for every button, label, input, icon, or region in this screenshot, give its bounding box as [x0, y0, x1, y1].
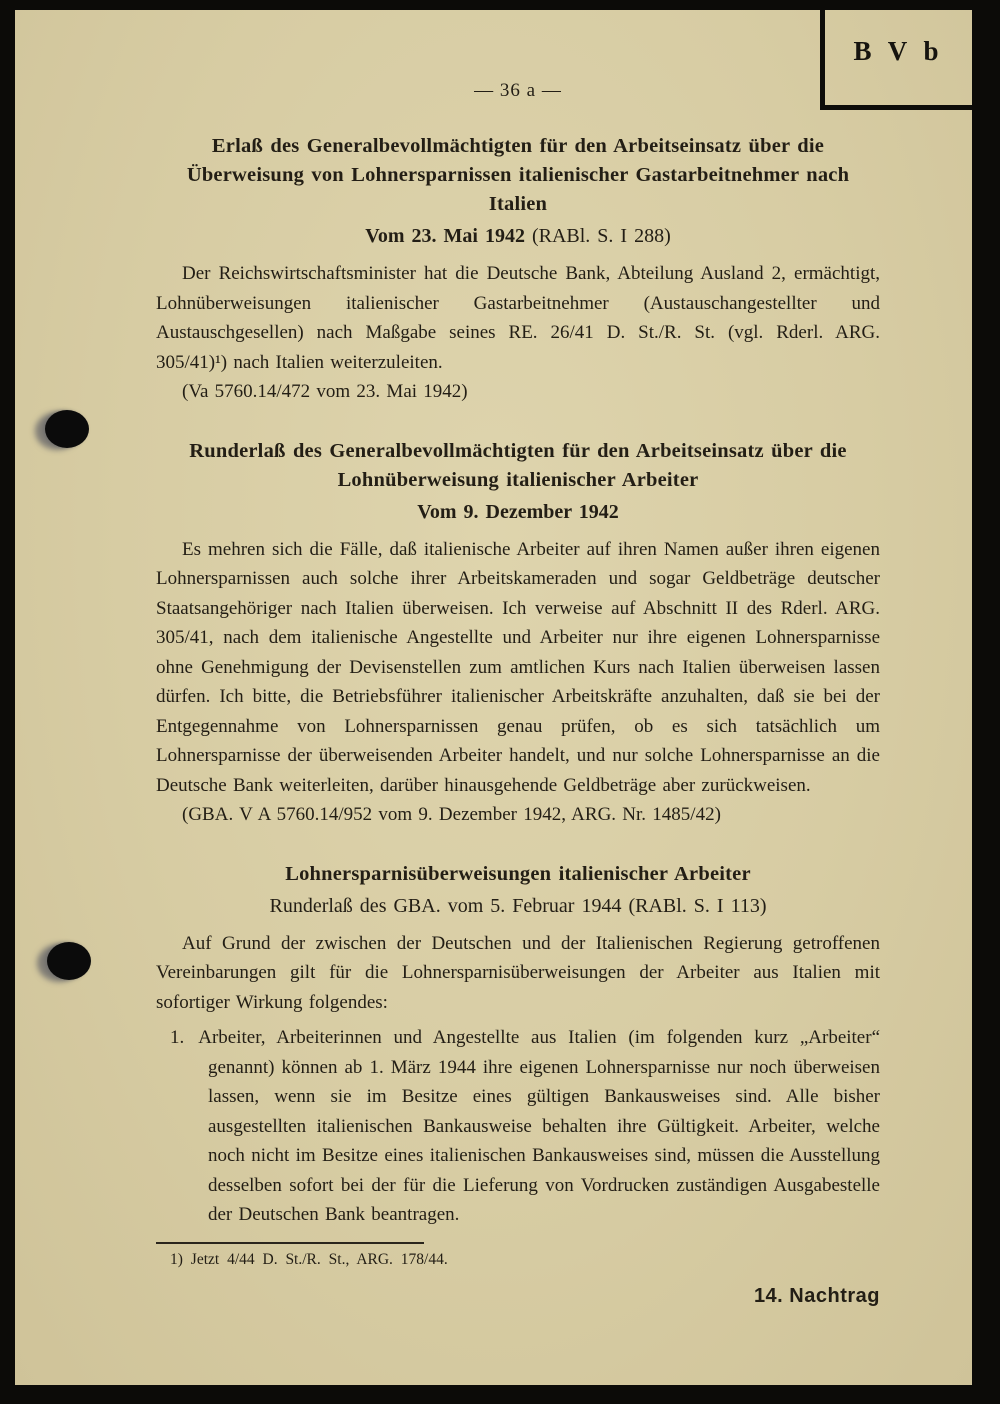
section1-date-ref: (RABl. S. I 288): [524, 225, 671, 247]
section1-reference: (Va 5760.14/472 vom 23. Mai 1942): [182, 381, 468, 402]
section2-date-line: [156, 498, 880, 527]
section2-title: Runderlaß des Generalbevollmächtigten für den Arbeitseinsatz über die Lohnüberweisung italienischer Arbeiter: [189, 439, 847, 491]
punch-hole-bottom: [47, 942, 91, 980]
section1-date: Vom 23. Mai 1942: [365, 225, 525, 247]
document-page: [15, 10, 972, 1385]
item-number: 1.: [170, 1027, 185, 1048]
section2-date: Vom 9. Dezember 1942: [417, 500, 619, 523]
classification-label: B V b: [853, 36, 944, 66]
section1-body: Der Reichswirtschaftsminister hat die Deutsche Bank, Abteilung Ausland 2, ermächtigt, Lohnüberweisungen italienischer Gastarbeitnehmer (Austauschangestellter und Austauschgesellen) nach Maßgabe seines RE. 26/41 D. St./R. St. (vgl. Rderl. ARG. 305/41)¹) nach Italien weiterzuleiten.: [156, 263, 880, 373]
section3-body: Auf Grund der zwischen der Deutschen und der Italienischen Regierung getroffenen Vereinbarungen gilt für die Lohnersparnisüberweisungen der Arbeiter aus Italien mit sofortiger Wirkung folgendes:: [156, 932, 880, 1013]
supplement-label: 14. Nachtrag: [753, 1284, 880, 1307]
section2-reference: (GBA. V A 5760.14/952 vom 9. Dezember 1942, ARG. Nr. 1485/42): [182, 804, 721, 825]
item-text: Arbeiter, Arbeiterinnen und Angestellte aus Italien (im folgenden kurz „Arbeiter“ genannt) können ab 1. März 1944 ihre eigenen Lohnersparnisse nur noch überweisen lassen, wenn sie im Besitze eines gültigen Bankausweises sind. Alle bisher ausgestellten italienischen Bankausweise behalten ihre Gültigkeit. Arbeiter, welche noch nicht im Besitze eines italienischen Bankausweises sind, müssen die Ausstellung desselben sofort bei der für die Lieferung von Vordrucken zuständigen Ausgabestelle der Deutschen Bank beantragen.: [198, 1027, 880, 1225]
section2-body: Es mehren sich die Fälle, daß italienische Arbeiter auf ihren Namen außer ihren eigenen Lohnersparnissen auch solche ihrer Arbeitskameraden und sogar Geldbeträge deutscher Staatsangehöriger nach Italien überweisen. Ich verweise auf Abschnitt II des Rderl. ARG. 305/41, nach dem italienische Angestellte und Arbeiter nur ihre eigenen Lohnersparnisse ohne Genehmigung der Devisenstellen zum amtlichen Kurs nach Italien überweisen lassen dürfen. Ich bitte, die Betriebsführer italienischer Arbeitskräfte anzuhalten, daß sie bei der Entgegennahme von Lohnersparnissen genau prüfen, ob es sich tatsächlich um Lohnersparnisse der überweisenden Arbeiter handelt, und nur solche Lohnersparnisse an die Deutsche Bank weiterleiten, darüber hinausgehende Geldbeträge aber zurückweisen.: [156, 538, 880, 796]
footnote-text: 1) Jetzt 4/44 D. St./R. St., ARG. 178/44.: [170, 1250, 448, 1268]
section1-title: Erlaß des Generalbevollmächtigten für den Arbeitseinsatz über die Überweisung von Lohnersparnissen italienischer Gastarbeitnehmer nach Italien: [186, 135, 850, 215]
section3-item-1: [156, 1023, 880, 1230]
page-content: [156, 10, 880, 1308]
section3-title: Lohnersparnisüberweisungen italienischer Arbeiter: [285, 862, 751, 885]
page-number: — 36 a —: [474, 80, 562, 101]
punch-hole-top: [45, 410, 89, 448]
section1-date-line: [156, 222, 880, 251]
classification-box: [820, 10, 972, 110]
section3-subtitle: Runderlaß des GBA. vom 5. Februar 1944 (RABl. S. I 113): [269, 894, 767, 917]
footnote-area: [156, 1242, 880, 1271]
footnote-rule: [156, 1242, 424, 1244]
